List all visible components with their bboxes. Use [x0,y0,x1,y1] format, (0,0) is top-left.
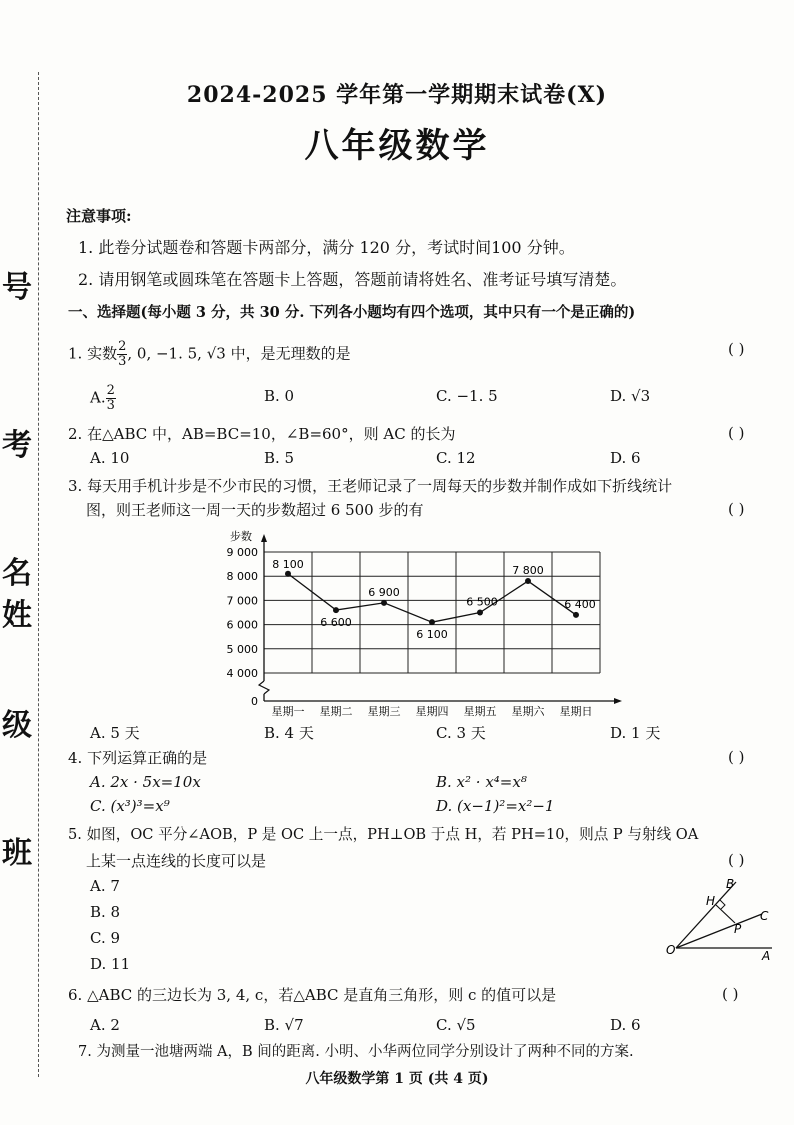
q1-option-a-fraction [106,384,116,413]
data-point [573,612,579,618]
question-1-stem [68,340,351,369]
q1-option-a-num: 2 [106,383,115,398]
data-label: 8 100 [272,557,304,571]
y-tick-label: 0 [251,695,258,708]
question-5-stem-line1: 5. 如图，OC 平分∠AOB，P 是 OC 上一点，PH⊥OB 于点 H，若 PH=10，则点 P 与射线 OA [68,826,699,843]
q4-option-c: C. (x³)³=x⁹ [90,797,170,815]
answer-paren: ( ) [728,500,745,518]
data-point [333,607,339,613]
question-3-stem-line1: 3. 每天用手机计步是不少市民的习惯，王老师记录了一周每天的步数并制作成如下折线统计 [68,477,673,495]
x-tick-label: 星期日 [559,705,593,718]
step-line-chart [200,522,640,722]
sidebar-glyph: 考 [2,428,32,463]
q3-option-c: C. 3 天 [436,724,486,742]
x-tick-label: 星期五 [463,705,497,718]
y-tick-label: 8 000 [226,570,258,584]
q1-option-a-den: 3 [106,398,115,413]
q2-option-c: C. 12 [436,449,476,467]
answer-paren: ( ) [728,851,745,869]
question-7-stem: 7. 为测量一池塘两端 A，B 间的距离. 小明、小华两位同学分别设计了两种不同的方案. [78,1044,634,1060]
data-label: 6 900 [368,585,400,599]
y-axis-label: 步数 [230,530,252,543]
notice-item: 2. 请用钢笔或圆珠笔在答题卡上答题，答题前请将姓名、准考证号填写清楚。 [78,270,627,289]
q1-option-b: B. 0 [264,387,295,405]
q1-fraction [117,340,127,369]
binding-line [38,72,39,1077]
q4-option-d: D. (x−1)²=x²−1 [436,797,555,815]
x-tick-label: 星期一 [271,705,305,718]
data-point [525,578,531,584]
section-heading: 一、选择题(每小题 3 分，共 30 分. 下列各小题均有四个选项，其中只有一个是正确的) [68,304,636,321]
y-tick-label: 9 000 [226,546,258,559]
q1-option-c: C. −1. 5 [436,387,498,405]
question-2-stem: 2. 在△ABC 中，AB=BC=10，∠B=60°，则 AC 的长为 [68,425,456,443]
y-tick-label: 4 000 [226,667,258,680]
q1-frac-den: 3 [118,354,127,369]
answer-paren: ( ) [722,985,739,1003]
segment-ph [716,905,735,923]
sidebar-glyph: 级 [2,708,32,743]
label-c: C [760,909,769,923]
data-label: 7 800 [512,564,544,578]
x-axis-arrow [614,698,622,704]
q6-option-d: D. 6 [610,1016,641,1034]
answer-paren: ( ) [728,424,745,442]
sidebar-glyph: 号 [2,270,32,305]
question-6-stem: 6. △ABC 的三边长为 3, 4, c，若△ABC 是直角三角形，则 c 的值可以是 [68,986,557,1004]
question-3-stem-line2: 图，则王老师这一周一天的步数超过 6 500 步的有 [86,501,424,519]
q1-prefix: 1. 实数 [68,344,118,363]
q4-option-b: B. x² · x⁴=x⁸ [436,773,527,791]
sidebar-glyph: 名 [2,556,32,591]
data-point [285,571,291,577]
notice-item: 1. 此卷分试题卷和答题卡两部分，满分 120 分，考试时间100 分钟。 [78,238,575,257]
label-a: A [762,949,771,963]
ray-oc [676,914,762,948]
question-5-stem-line2: 上某一点连线的长度可以是 [86,852,267,870]
q5-option-a: A. 7 [90,877,120,895]
y-tick-label: 7 000 [226,594,258,608]
right-angle-mark [720,900,725,909]
data-point [429,619,435,625]
q5-option-d: D. 11 [90,955,131,973]
data-label: 6 500 [466,595,498,609]
sidebar-glyph: 姓 [2,598,32,633]
label-h: H [706,894,716,908]
x-tick-label: 星期二 [319,705,353,718]
q5-option-b: B. 8 [90,903,121,921]
page-footer: 八年级数学第 1 页 (共 4 页) [305,1071,489,1087]
q6-option-b: B. √7 [264,1016,304,1034]
q1-option-a [90,384,116,413]
angle-bisector-figure [660,872,780,964]
q3-option-d: D. 1 天 [610,724,661,742]
subject-title: 八年级数学 [304,126,490,166]
x-tick-label: 星期四 [415,705,449,718]
data-point [477,610,483,616]
q1-option-d: D. √3 [610,387,651,405]
q2-option-a: A. 10 [90,449,130,467]
exam-title: 2024-2025 学年第一学期期末试卷(X) [186,82,608,108]
q1-middle: , 0, −1. 5, √3 中，是无理数的是 [127,344,351,363]
sidebar-glyph: 班 [2,836,32,871]
y-tick-label: 5 000 [226,642,258,656]
q2-option-b: B. 5 [264,449,295,467]
q2-option-d: D. 6 [610,449,641,467]
q3-option-b: B. 4 天 [264,724,314,742]
data-label: 6 400 [564,597,596,611]
q5-option-c: C. 9 [90,929,121,947]
question-4-stem: 4. 下列运算正确的是 [68,749,208,767]
q3-option-a: A. 5 天 [90,724,140,742]
notice-heading: 注意事项: [66,207,132,225]
q1-option-a-prefix: A. [90,388,106,407]
series-line [288,574,576,622]
x-tick-label: 星期六 [511,705,545,718]
data-label: 6 100 [416,628,448,642]
q6-option-a: A. 2 [90,1016,120,1034]
label-o: O [666,943,676,957]
q1-frac-num: 2 [118,339,127,354]
label-p: P [734,922,742,936]
label-b: B [726,877,735,891]
q6-option-c: C. √5 [436,1016,476,1034]
q4-option-a: A. 2x · 5x=10x [90,773,201,791]
data-point [381,600,387,606]
y-tick-label: 6 000 [226,618,258,632]
answer-paren: ( ) [728,748,745,766]
x-tick-label: 星期三 [367,705,401,718]
answer-paren: ( ) [728,340,745,358]
y-axis-arrow [261,534,267,542]
data-label: 6 600 [320,616,352,630]
axis-break-mark [259,681,269,694]
